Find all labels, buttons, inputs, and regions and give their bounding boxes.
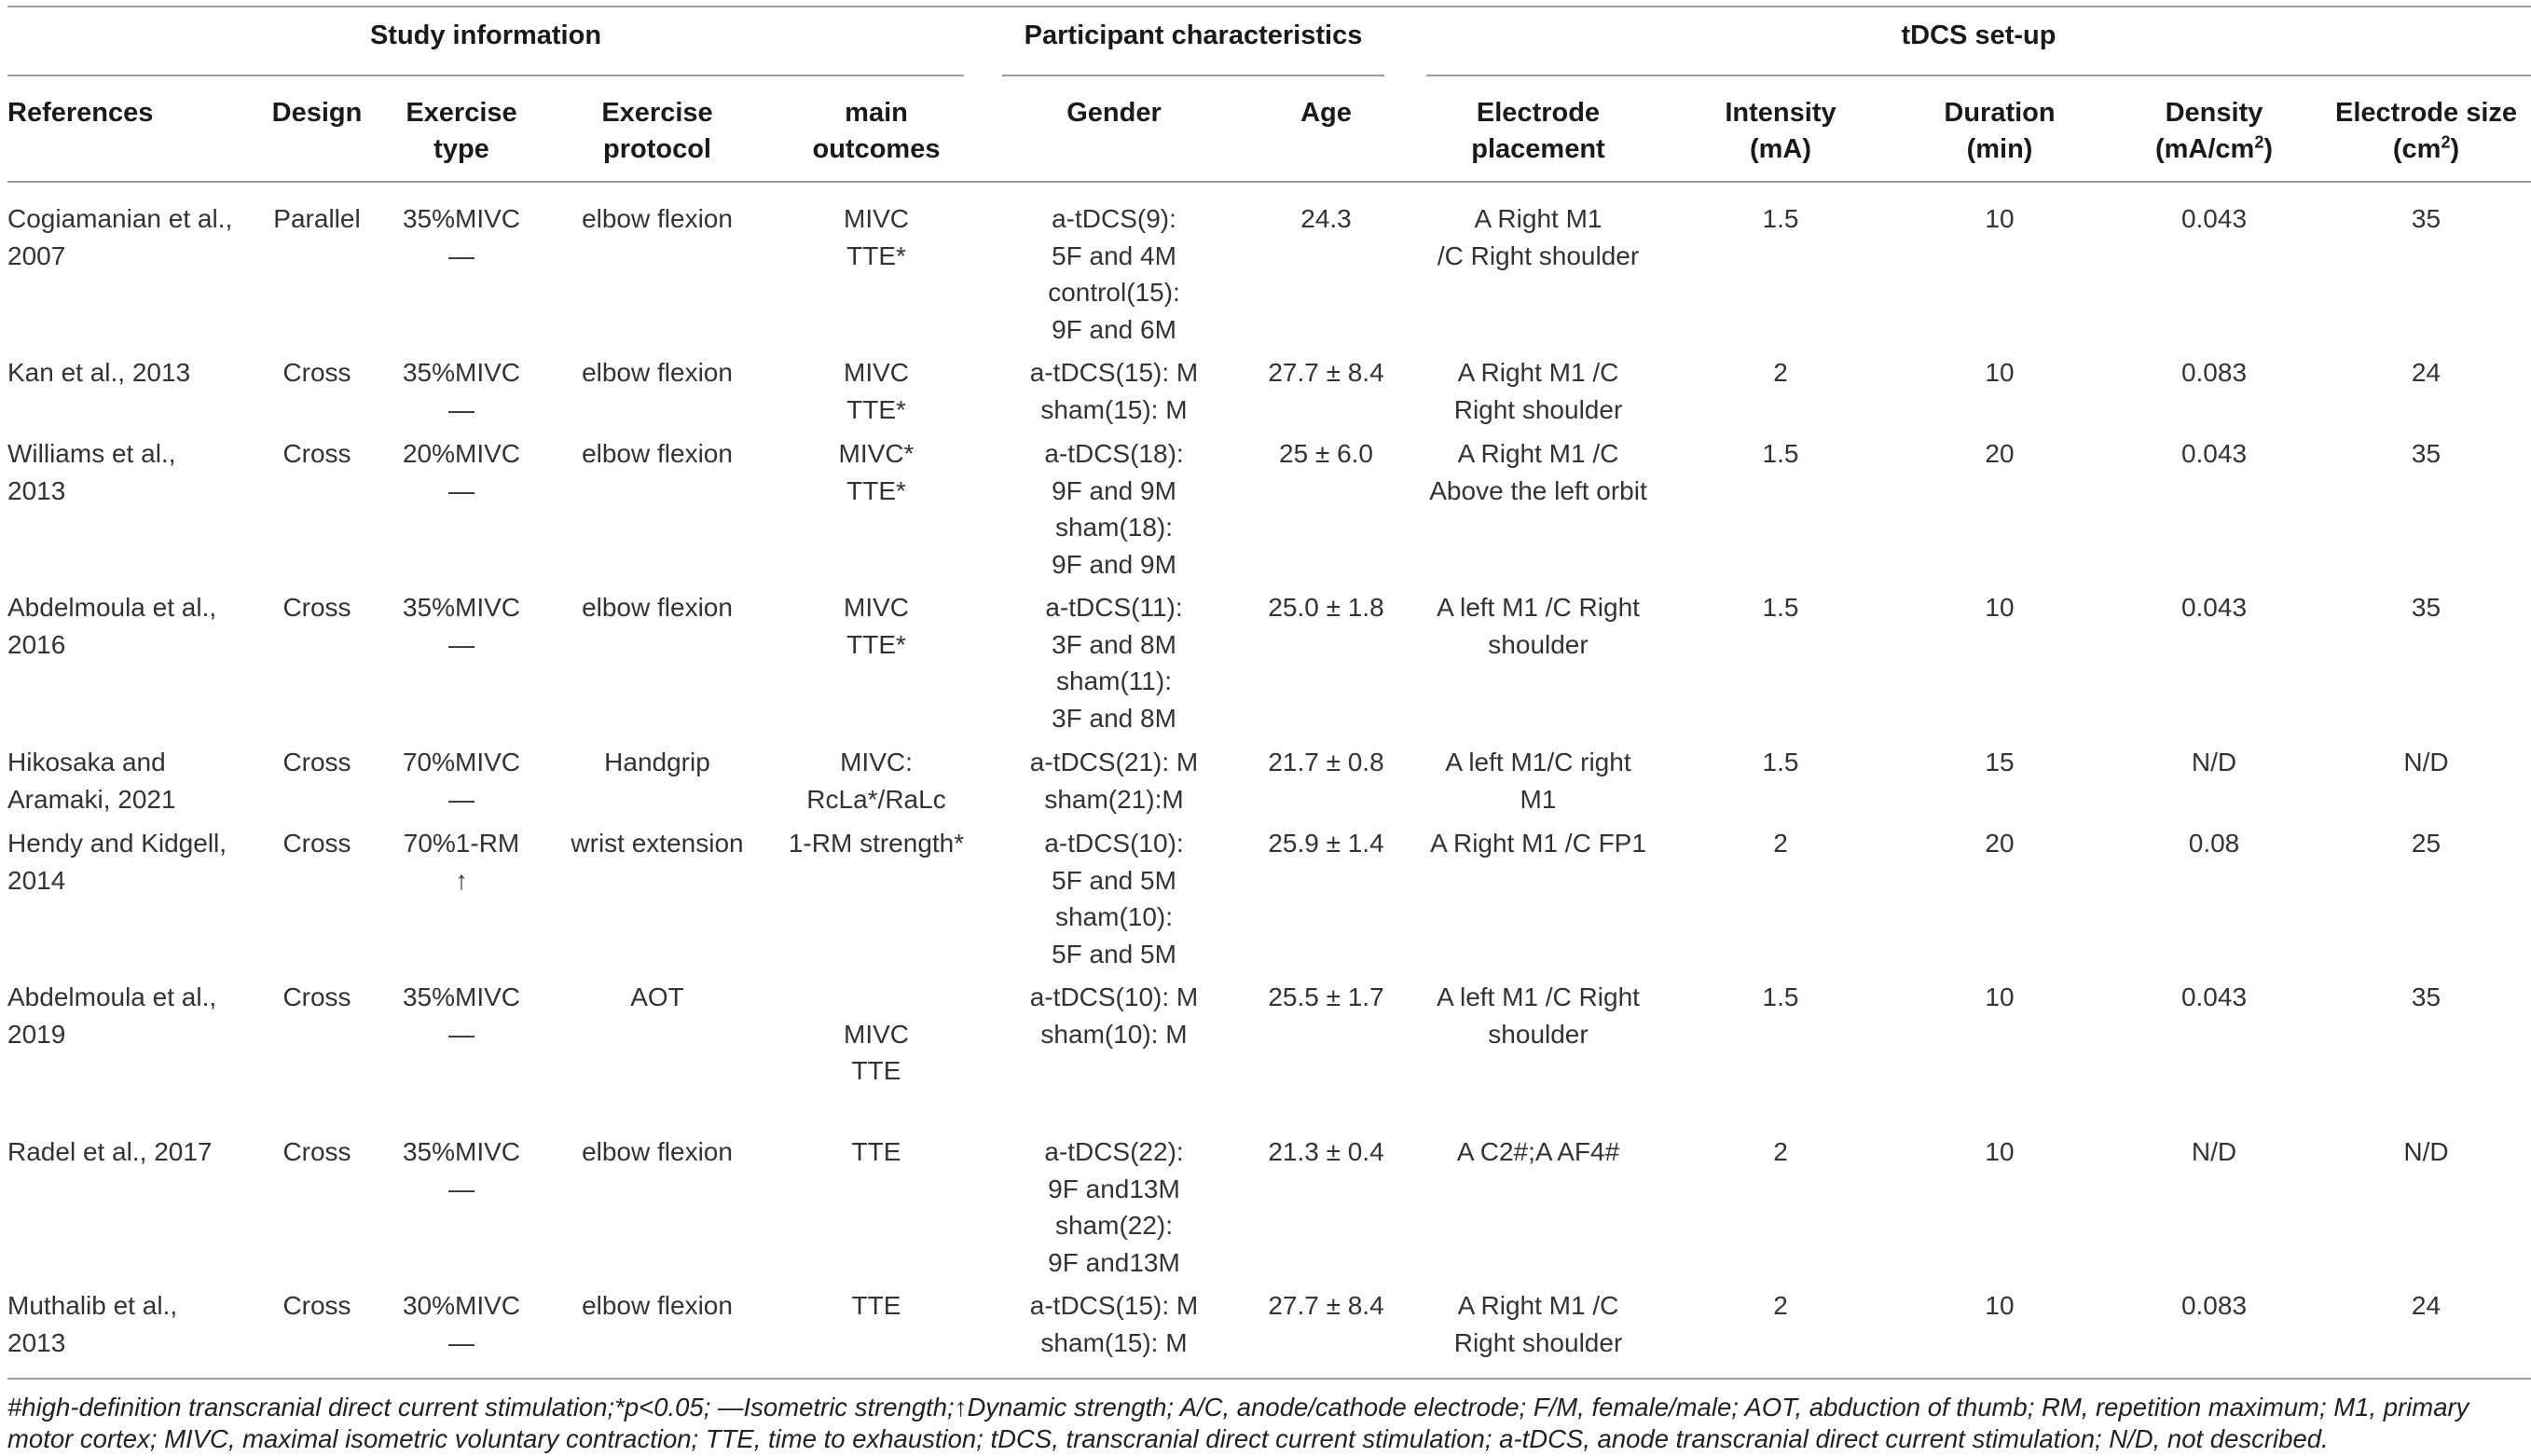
cell-gender-line: sham(15): M	[1040, 1327, 1188, 1357]
cell-design: Cross	[282, 358, 351, 387]
cell-main-outcomes-line: TTE*	[846, 475, 906, 505]
cell-density: 0.043	[2180, 204, 2248, 233]
cell-exercise-protocol	[550, 979, 764, 1016]
cell-electrode-placement-line: M1	[1520, 784, 1557, 814]
cell-gender-line: 9F and13M	[1048, 1174, 1180, 1203]
header-gender: Gender	[1066, 98, 1162, 128]
group-rule-tdcs	[1426, 75, 2531, 76]
cell-density: 0.043	[2180, 593, 2248, 622]
cell-design: Cross	[282, 982, 351, 1011]
cell-duration: 10	[1985, 982, 2015, 1011]
cell-duration: 20	[1985, 829, 2015, 858]
cell-gender-line: 9F and 9M	[1052, 549, 1176, 579]
cell-main-outcomes-line: RcLa*/RaLc	[806, 784, 946, 814]
header-electrode-placement: Electrode placement	[1471, 98, 1605, 164]
cell-duration: 10	[1985, 1291, 2015, 1320]
cell-exercise-protocol-line: elbow flexion	[582, 358, 733, 387]
cell-gender	[988, 354, 1240, 428]
cell-gender-line: a-tDCS(11):	[1045, 593, 1183, 622]
cell-electrode-placement-line: A Right M1 /C	[1457, 439, 1619, 468]
cell-gender-line: sham(18):	[1054, 513, 1174, 542]
cell-age: 25.9 ± 1.4	[1268, 829, 1384, 858]
cell-reference-line: Abdelmoula et al.,	[7, 593, 217, 622]
cell-main-outcomes	[764, 1287, 988, 1325]
cell-electrode-placement-line: Right shoulder	[1453, 1327, 1623, 1357]
cell-main-outcomes-line: MIVC*	[838, 439, 915, 468]
cell-gender-line: sham(11):	[1056, 666, 1172, 695]
cell-electrode-size: 35	[2411, 593, 2442, 622]
cell-electrode-placement-line: A C2#;A AF4#	[1456, 1137, 1620, 1166]
cell-reference	[7, 979, 250, 1052]
cell-exercise-type	[382, 1287, 541, 1361]
cell-main-outcomes-line: MIVC	[844, 593, 909, 622]
bottom-rule	[7, 1378, 2531, 1380]
cell-reference	[7, 435, 250, 509]
cell-design: Cross	[282, 748, 351, 776]
cell-electrode-size: 35	[2411, 204, 2442, 233]
cell-electrode-size: 35	[2411, 439, 2442, 468]
cell-electrode-placement	[1412, 1287, 1664, 1361]
header-exercise-type: Exercise type	[406, 98, 517, 164]
cell-electrode-size: 24	[2411, 1291, 2442, 1320]
cell-electrode-placement-line: shoulder	[1488, 1019, 1589, 1049]
cell-reference-line: Aramaki, 2021	[7, 784, 176, 814]
cell-main-outcomes-line: TTE	[851, 1056, 901, 1085]
cell-reference-line: 2007	[7, 240, 66, 270]
cell-gender	[988, 744, 1240, 817]
header-duration: Duration (min)	[1944, 98, 2056, 164]
cell-exercise-type-line: 70%MIVC	[402, 748, 521, 776]
cell-electrode-placement	[1412, 825, 1664, 862]
cell-gender-line: sham(10):	[1054, 902, 1174, 931]
group-study-information: Study information	[369, 21, 602, 50]
cell-reference	[7, 354, 250, 391]
cell-reference-line: 2019	[7, 1019, 66, 1049]
cell-gender-line: sham(21):M	[1044, 784, 1184, 814]
cell-exercise-type-line: —	[448, 240, 475, 270]
cell-density: 0.08	[2188, 829, 2240, 858]
cell-electrode-placement-line: A Right M1 /C	[1457, 358, 1619, 387]
cell-gender-line: a-tDCS(18):	[1044, 439, 1184, 468]
cell-reference-line: Kan et al., 2013	[7, 358, 191, 387]
cell-exercise-protocol-line: elbow flexion	[582, 204, 733, 233]
cell-density: N/D	[2191, 1137, 2237, 1166]
header-rule	[7, 181, 2531, 183]
cell-gender-line: a-tDCS(22):	[1044, 1137, 1184, 1166]
cell-main-outcomes-line: TTE	[851, 1291, 901, 1320]
cell-exercise-type-line: 35%MIVC	[402, 1137, 521, 1166]
cell-reference-line: Hikosaka and	[7, 748, 166, 776]
cell-gender	[988, 979, 1240, 1052]
cell-main-outcomes-line: TTE	[851, 1137, 901, 1166]
cell-exercise-type-line: —	[448, 629, 475, 659]
cell-electrode-placement	[1412, 979, 1664, 1052]
cell-intensity: 2	[1773, 358, 1788, 387]
cell-reference-line: 2013	[7, 475, 66, 505]
cell-age: 27.7 ± 8.4	[1268, 358, 1384, 387]
cell-exercise-type-line: —	[448, 784, 475, 814]
cell-gender-line: a-tDCS(10):	[1044, 829, 1184, 858]
cell-reference-line: 2016	[7, 629, 66, 659]
cell-exercise-type-line: —	[448, 1327, 475, 1357]
cell-electrode-placement-line: A left M1 /C Right	[1437, 593, 1640, 622]
cell-design: Parallel	[273, 204, 361, 233]
cell-electrode-placement-line: A Right M1	[1474, 204, 1603, 233]
cell-gender-line: sham(22):	[1054, 1211, 1174, 1240]
header-electrode-size: Electrode size $(cm^2)$	[2334, 98, 2518, 164]
cell-main-outcomes-line: TTE*	[846, 240, 906, 270]
cell-electrode-placement-line: A Right M1 /C FP1	[1430, 829, 1646, 858]
cell-gender-line: 5F and 4M	[1052, 240, 1176, 270]
cell-intensity: 1.5	[1762, 982, 1799, 1011]
cell-exercise-protocol-line: elbow flexion	[582, 1137, 733, 1166]
cell-gender-line: sham(15): M	[1040, 394, 1188, 424]
cell-reference-line: Radel et al., 2017	[7, 1137, 213, 1166]
cell-exercise-type-line: 30%MIVC	[402, 1291, 521, 1320]
cell-electrode-placement	[1412, 435, 1664, 509]
cell-intensity: 1.5	[1762, 748, 1799, 776]
cell-main-outcomes-line: MIVC	[844, 1019, 909, 1049]
cell-main-outcomes	[764, 200, 988, 274]
cell-reference	[7, 200, 250, 274]
cell-exercise-type	[382, 979, 541, 1052]
cell-exercise-type-line: —	[448, 1019, 475, 1049]
cell-reference-line: Hendy and Kidgell,	[7, 829, 227, 858]
cell-duration: 10	[1985, 358, 2015, 387]
cell-gender	[988, 1133, 1240, 1281]
cell-electrode-placement-line: /C Right shoulder	[1437, 240, 1640, 270]
cell-age: 21.7 ± 0.8	[1268, 748, 1384, 776]
cell-age: 25.5 ± 1.7	[1268, 982, 1384, 1011]
cell-exercise-type	[382, 1133, 541, 1207]
cell-design: Cross	[282, 439, 351, 468]
group-rule-study	[7, 75, 964, 76]
cell-gender-line: 3F and 8M	[1052, 629, 1176, 659]
cell-exercise-protocol	[550, 435, 764, 473]
cell-reference	[7, 589, 250, 663]
cell-gender-line: a-tDCS(15): M	[1029, 358, 1199, 387]
cell-age: 25 ± 6.0	[1279, 439, 1373, 468]
table-footnote: #high-definition transcranial direct current stimulation;*p<0.05; —Isometric strength;↑Dynamic strength; A/C, anode/cathode electrode; F/M, female/male; AOT, abduction of thumb; RM, repetition maximum; M1, primary motor cortex; MIVC, maximal isometric voluntary contraction; TTE, time to exhaustion; tDCS, transcranial direct current stimulation; a-tDCS, anode transcranial direct current stimulation; N/D, not described.	[7, 1393, 2469, 1453]
cell-main-outcomes-line: 1-RM strength*	[788, 829, 965, 858]
cell-exercise-type	[382, 435, 541, 509]
cell-main-outcomes-line: TTE*	[846, 629, 906, 659]
cell-main-outcomes	[764, 435, 988, 509]
cell-main-outcomes-line: MIVC	[844, 204, 909, 233]
cell-exercise-protocol-line: Handgrip	[604, 748, 710, 776]
cell-gender-line: a-tDCS(15): M	[1029, 1291, 1199, 1320]
cell-gender-line: a-tDCS(21): M	[1029, 748, 1199, 776]
cell-gender-line: 5F and 5M	[1052, 865, 1176, 895]
cell-intensity: 2	[1773, 1137, 1788, 1166]
cell-exercise-protocol	[550, 589, 764, 626]
group-participant-characteristics: Participant characteristics	[1024, 21, 1363, 50]
cell-exercise-type-line: ↑	[455, 865, 468, 895]
cell-electrode-placement-line: Right shoulder	[1453, 394, 1623, 424]
cell-exercise-protocol	[550, 200, 764, 238]
header-density: Density $(mA/cm^2)$	[2154, 98, 2274, 164]
cell-exercise-type-line: 35%MIVC	[402, 358, 521, 387]
cell-gender	[988, 589, 1240, 736]
cell-main-outcomes	[764, 1133, 988, 1171]
cell-density: 0.083	[2180, 1291, 2248, 1320]
cell-gender-line: 9F and 6M	[1052, 314, 1176, 344]
cell-exercise-protocol-line: elbow flexion	[582, 1291, 733, 1320]
cell-main-outcomes-line: MIVC	[844, 358, 909, 387]
header-intensity: Intensity (mA)	[1725, 98, 1836, 164]
cell-gender-line: 3F and 8M	[1052, 703, 1176, 733]
cell-design: Cross	[282, 1291, 351, 1320]
cell-exercise-protocol-line: elbow flexion	[582, 593, 733, 622]
cell-design: Cross	[282, 593, 351, 622]
cell-exercise-type	[382, 744, 541, 817]
cell-reference-line: Cogiamanian et al.,	[7, 204, 233, 233]
cell-reference-line: Abdelmoula et al.,	[7, 982, 217, 1011]
cell-intensity: 1.5	[1762, 204, 1799, 233]
cell-duration: 10	[1985, 204, 2015, 233]
cell-reference	[7, 1287, 250, 1361]
cell-electrode-size: N/D	[2403, 1137, 2449, 1166]
cell-exercise-protocol	[550, 1287, 764, 1325]
cell-exercise-protocol-line: AOT	[630, 982, 684, 1011]
cell-main-outcomes	[764, 589, 988, 663]
cell-exercise-type-line: 70%1-RM	[403, 829, 520, 858]
cell-density: 0.043	[2180, 982, 2248, 1011]
cell-reference-line: Muthalib et al.,	[7, 1291, 178, 1320]
cell-reference-line: 2013	[7, 1327, 66, 1357]
header-age: Age	[1300, 98, 1352, 128]
group-tdcs-setup: tDCS set-up	[1901, 21, 2056, 50]
cell-electrode-placement-line: shoulder	[1488, 629, 1589, 659]
header-exercise-protocol: Exercise protocol	[601, 98, 713, 164]
cell-exercise-type-line: 35%MIVC	[402, 982, 521, 1011]
cell-reference-line: 2014	[7, 865, 66, 895]
cell-exercise-type-line: —	[448, 1174, 475, 1203]
cell-exercise-type-line: 35%MIVC	[402, 204, 521, 233]
cell-exercise-protocol	[550, 1133, 764, 1171]
header-design: Design	[271, 98, 363, 128]
cell-intensity: 2	[1773, 829, 1788, 858]
cell-main-outcomes-line	[764, 979, 988, 1016]
cell-gender-line: a-tDCS(10): M	[1029, 982, 1199, 1011]
cell-electrode-placement	[1412, 589, 1664, 663]
cell-exercise-type	[382, 825, 541, 899]
cell-reference	[7, 825, 250, 899]
cell-exercise-type	[382, 589, 541, 663]
cell-gender	[988, 1287, 1240, 1361]
cell-electrode-placement	[1412, 354, 1664, 428]
cell-duration: 20	[1985, 439, 2015, 468]
cell-exercise-type-line: 35%MIVC	[402, 593, 521, 622]
group-rule-participant	[1002, 75, 1384, 76]
cell-gender-line: 5F and 5M	[1052, 939, 1176, 968]
cell-electrode-size: 24	[2411, 358, 2442, 387]
cell-gender-line: 9F and 9M	[1052, 475, 1176, 505]
cell-main-outcomes	[764, 979, 988, 1090]
cell-exercise-protocol-line: elbow flexion	[582, 439, 733, 468]
cell-main-outcomes	[764, 744, 988, 817]
cell-electrode-placement-line: Above the left orbit	[1429, 475, 1647, 505]
cell-main-outcomes-line: MIVC:	[840, 748, 913, 776]
cell-gender-line: a-tDCS(9):	[1052, 204, 1176, 233]
cell-reference-line: Williams et al.,	[7, 439, 176, 468]
cell-intensity: 1.5	[1762, 439, 1799, 468]
top-rule	[7, 6, 2531, 7]
cell-main-outcomes	[764, 354, 988, 428]
cell-exercise-protocol-line: wrist extension	[571, 829, 744, 858]
cell-gender	[988, 825, 1240, 972]
cell-exercise-type-line: —	[448, 475, 475, 505]
header-main-outcomes: main outcomes	[812, 98, 941, 164]
cell-exercise-protocol	[550, 744, 764, 781]
cell-electrode-size: 25	[2411, 829, 2442, 858]
cell-electrode-placement-line: A Right M1 /C	[1457, 1291, 1619, 1320]
cell-reference	[7, 1133, 250, 1171]
cell-exercise-type-line: 20%MIVC	[402, 439, 521, 468]
cell-design: Cross	[282, 1137, 351, 1166]
cell-exercise-type-line: —	[448, 394, 475, 424]
cell-gender-line: sham(10): M	[1040, 1019, 1188, 1049]
cell-gender	[988, 200, 1240, 348]
cell-electrode-placement-line: A left M1 /C Right	[1437, 982, 1640, 1011]
cell-electrode-placement	[1412, 1133, 1664, 1171]
cell-gender-line: control(15):	[1048, 278, 1180, 307]
cell-exercise-protocol	[550, 354, 764, 391]
cell-main-outcomes	[764, 825, 988, 862]
cell-density: N/D	[2191, 748, 2237, 776]
cell-exercise-protocol	[550, 825, 764, 862]
cell-gender-line: 9F and13M	[1048, 1247, 1180, 1277]
cell-density: 0.083	[2180, 358, 2248, 387]
cell-duration: 15	[1985, 748, 2015, 776]
cell-intensity: 2	[1773, 1291, 1788, 1320]
cell-age: 24.3	[1300, 204, 1352, 233]
cell-age: 21.3 ± 0.4	[1268, 1137, 1384, 1166]
cell-reference	[7, 744, 250, 817]
cell-age: 27.7 ± 8.4	[1268, 1291, 1384, 1320]
cell-age: 25.0 ± 1.8	[1268, 593, 1384, 622]
cell-duration: 10	[1985, 1137, 2015, 1166]
cell-electrode-placement	[1412, 200, 1664, 274]
cell-electrode-size: 35	[2411, 982, 2442, 1011]
cell-exercise-type	[382, 354, 541, 428]
header-references: References	[7, 98, 154, 128]
cell-density: 0.043	[2180, 439, 2248, 468]
cell-electrode-size: N/D	[2403, 748, 2449, 776]
cell-electrode-placement	[1412, 744, 1664, 817]
cell-design: Cross	[282, 829, 351, 858]
cell-intensity: 1.5	[1762, 593, 1799, 622]
cell-duration: 10	[1985, 593, 2015, 622]
cell-main-outcomes-line: TTE*	[846, 394, 906, 424]
cell-exercise-type	[382, 200, 541, 274]
cell-electrode-placement-line: A left M1/C right	[1445, 748, 1631, 776]
cell-gender	[988, 435, 1240, 583]
